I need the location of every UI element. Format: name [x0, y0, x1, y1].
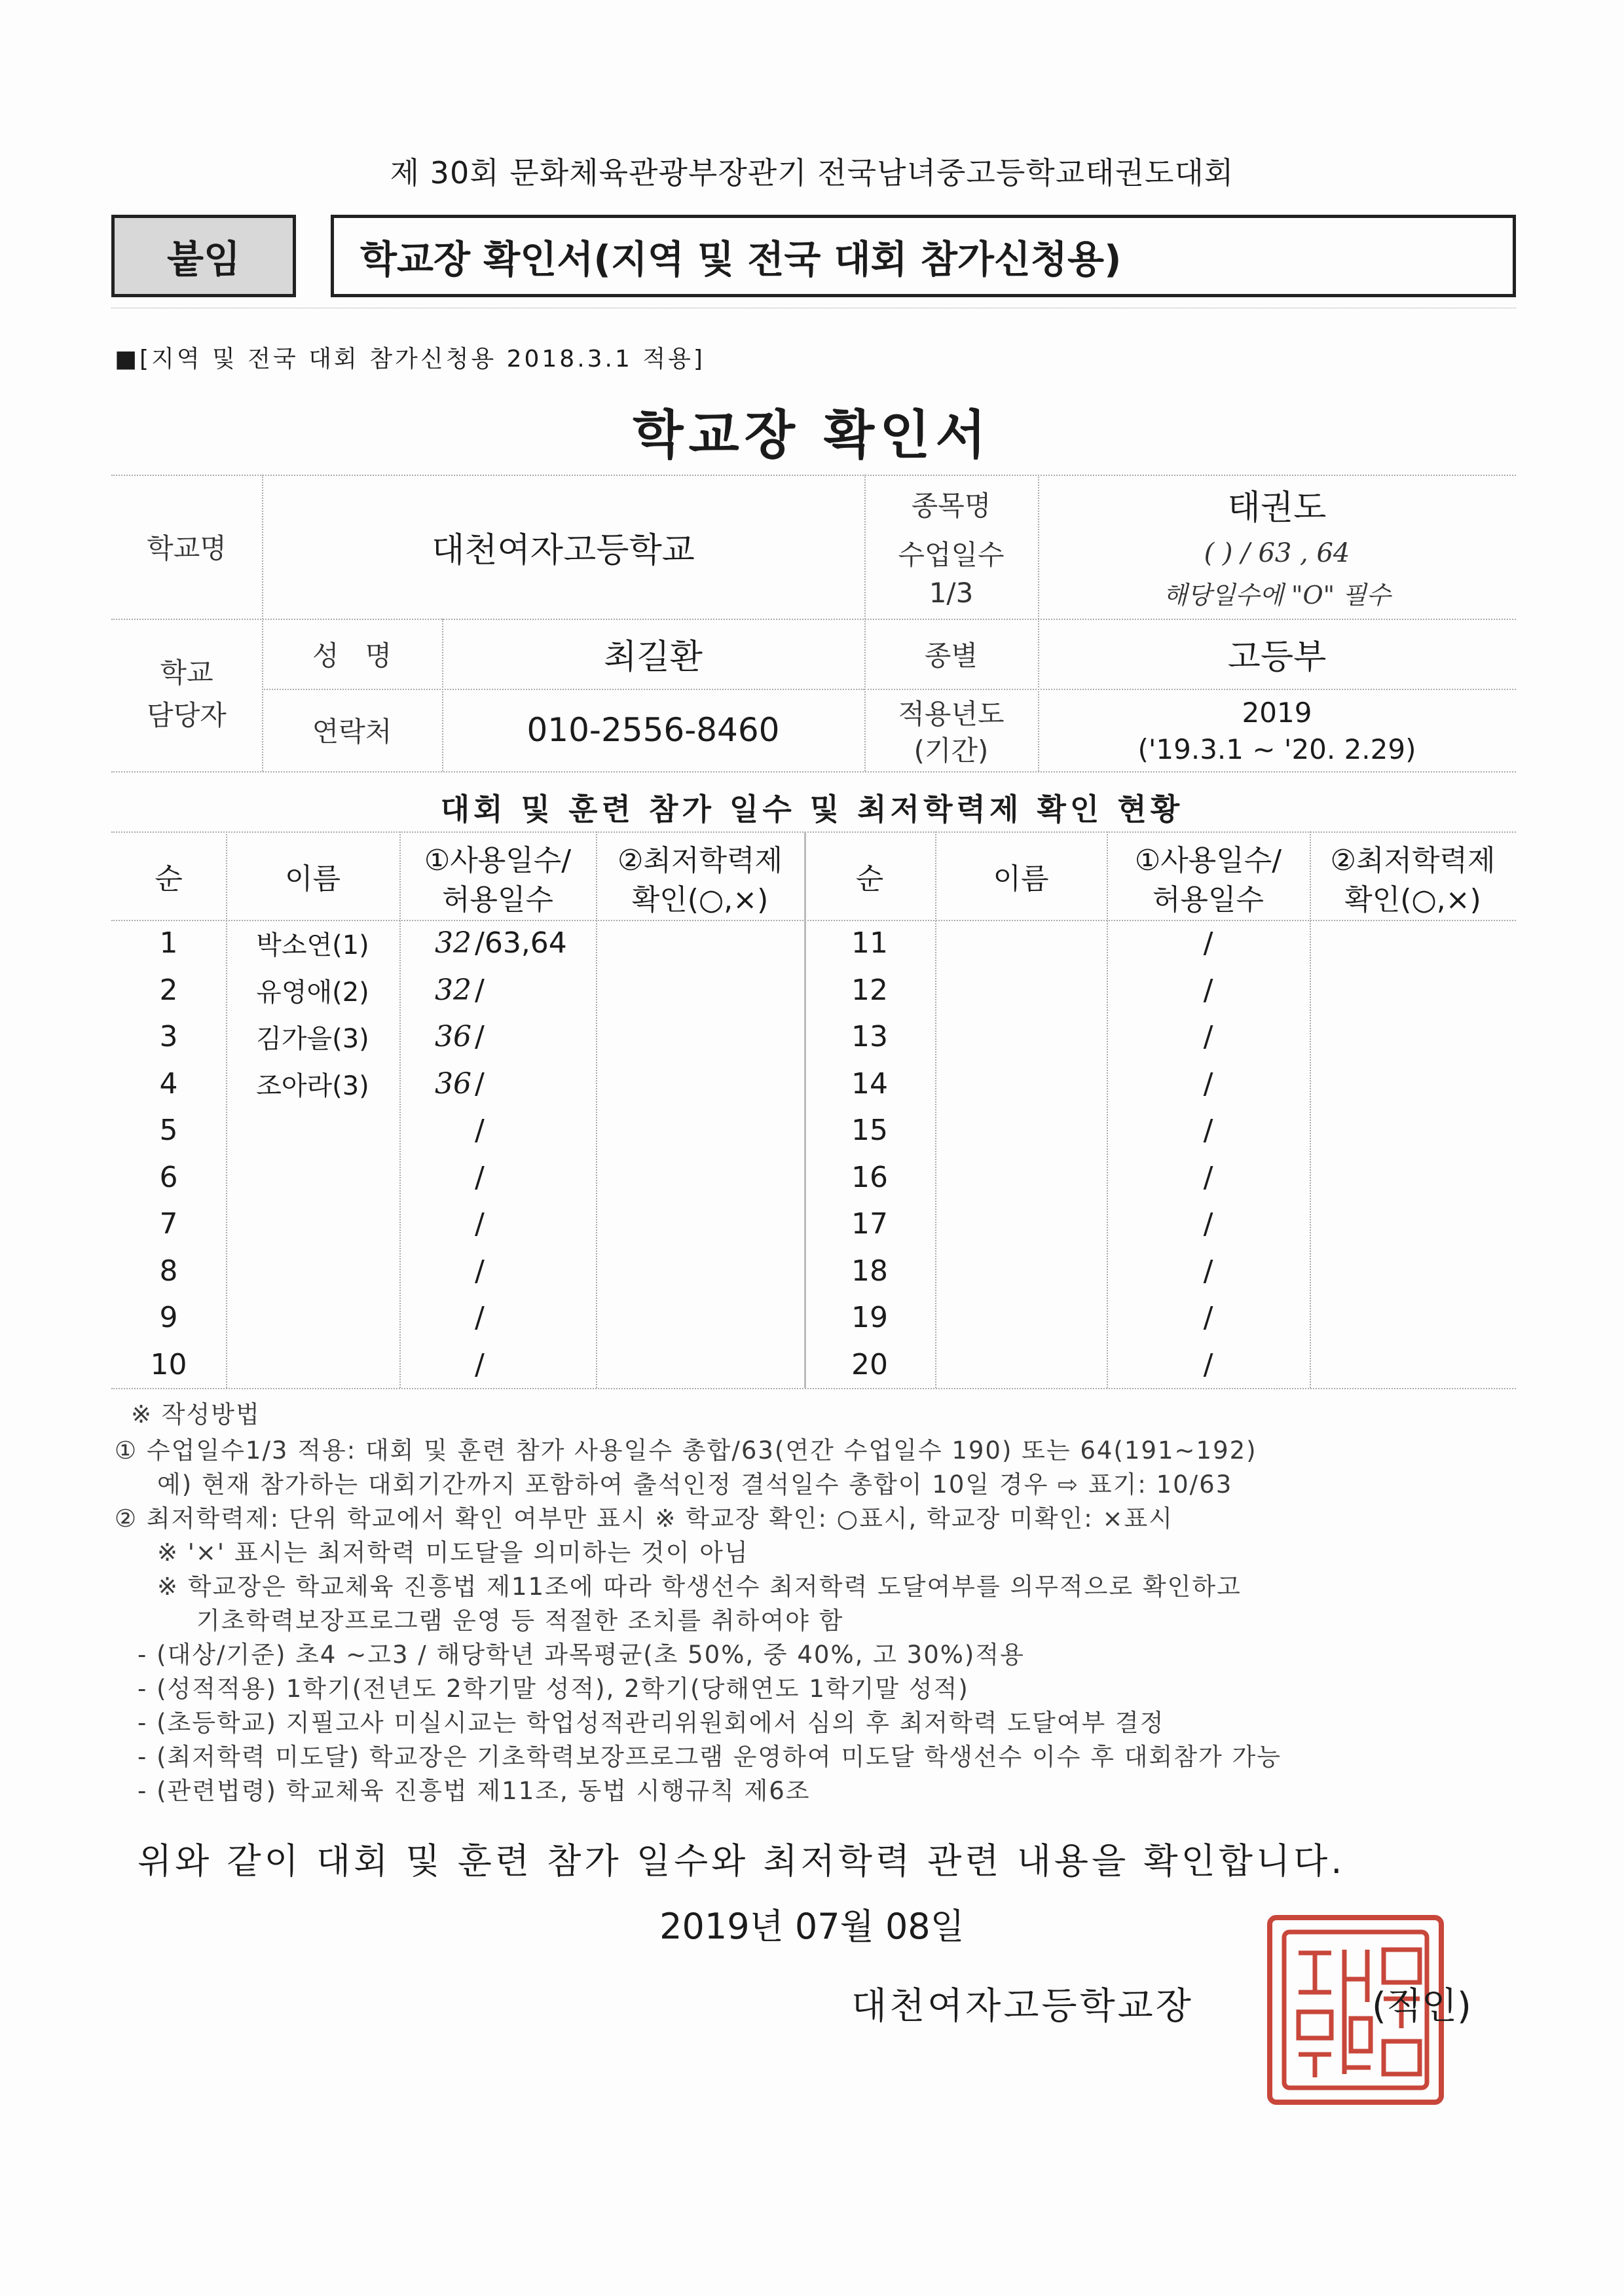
row-no: 13 — [851, 1020, 888, 1054]
instruction-line: - (초등학교) 지필고사 미실시교는 학업성적관리위원회에서 심의 후 최저학력 도달여부 결정 — [138, 1709, 1165, 1737]
doc-title: 학교장 확인서 — [633, 405, 991, 465]
date-text: 2019년 07월 08일 — [659, 1906, 965, 1947]
instruction-line: ※ 작성방법 — [131, 1400, 261, 1429]
min-achievement-check — [1310, 1248, 1516, 1295]
row-no: 10 — [150, 1347, 187, 1381]
division-label: 종별 — [924, 639, 978, 672]
header-name: 이름 — [284, 862, 341, 896]
allowed-days: / — [1203, 1066, 1213, 1101]
used-days — [399, 1154, 471, 1201]
header-min-2: 확인(○,×) — [631, 883, 769, 917]
allowed-days: / — [1203, 926, 1213, 960]
confirm-text: 위와 같이 대회 및 훈련 참가 일수와 최저학력 관련 내용을 확인합니다. — [138, 1840, 1346, 1882]
header-min-right: ②최저학력제 — [1330, 844, 1496, 877]
year-label: 적용년도 — [898, 698, 1005, 730]
contact-label-2: 담당자 — [147, 699, 227, 731]
name-label: 성 명 — [312, 639, 392, 672]
instruction-line: - (관련법령) 학교체육 진흥법 제11조, 동법 시행규칙 제6조 — [138, 1777, 811, 1805]
student-name — [935, 920, 1107, 967]
used-days: 36 — [435, 1020, 471, 1054]
contact-label: 학교 — [160, 657, 213, 689]
min-achievement-check — [596, 920, 804, 967]
class-days-label: 수업일수 — [898, 539, 1005, 571]
used-days: 32 — [435, 926, 471, 960]
used-days — [399, 1201, 471, 1248]
event-title: 제 30회 문화체육관광부장관기 전국남녀중고등학교태권도대회 — [390, 155, 1234, 191]
event-label: 종목명 — [911, 490, 991, 522]
student-name — [935, 1341, 1107, 1389]
row-no: 5 — [159, 1114, 178, 1148]
min-achievement-check — [596, 1061, 804, 1108]
student-name — [935, 1061, 1107, 1108]
row-no: 11 — [851, 926, 888, 960]
student-name — [226, 1154, 399, 1201]
used-days — [399, 1294, 471, 1341]
student-name — [935, 1107, 1107, 1154]
attachment-label: 붙임 — [111, 215, 296, 297]
row-no: 6 — [159, 1160, 178, 1194]
allowed-days: / — [475, 1207, 485, 1241]
min-achievement-check — [596, 1341, 804, 1389]
section-title: 대회 및 훈련 참가 일수 및 최저학력제 확인 현황 — [440, 792, 1184, 827]
instruction-line: - (성적적용) 1학기(전년도 2학기말 성적), 2학기(당해연도 1학기말 성적) — [138, 1675, 969, 1703]
used-days: 36 — [435, 1066, 471, 1101]
year-value: 2019 — [1242, 696, 1312, 729]
student-name: 김가을(3) — [256, 1024, 369, 1055]
used-days — [399, 1248, 471, 1295]
grid-line — [111, 1388, 1516, 1389]
min-achievement-check — [596, 1248, 804, 1295]
min-achievement-check — [1310, 967, 1516, 1014]
grid-line — [111, 771, 1516, 773]
min-achievement-check — [1310, 1013, 1516, 1061]
student-name: 유영애(2) — [256, 977, 369, 1008]
class-days-fraction: 1/3 — [929, 576, 974, 609]
row-no: 2 — [159, 973, 178, 1007]
row-no: 17 — [851, 1207, 888, 1241]
student-name — [226, 1294, 399, 1341]
phone-label: 연락처 — [312, 716, 392, 748]
allowed-days: / — [1203, 1114, 1213, 1148]
grid-line — [864, 689, 1516, 690]
name-value: 최길환 — [604, 638, 703, 677]
min-achievement-check — [1310, 1294, 1516, 1341]
min-achievement-check — [1310, 920, 1516, 967]
box-title: 학교장 확인서(지역 및 전국 대회 참가신청용) — [331, 215, 1516, 297]
allowed-days: / — [1203, 1301, 1213, 1335]
student-name — [226, 1201, 399, 1248]
header-min-right-2: 확인(○,×) — [1344, 883, 1481, 917]
row-no: 8 — [159, 1254, 178, 1288]
used-days — [399, 1107, 471, 1154]
allowed-days: / — [1203, 1160, 1213, 1194]
row-no: 14 — [851, 1066, 888, 1101]
row-no: 12 — [851, 973, 888, 1007]
student-name — [935, 1294, 1107, 1341]
allowed-days: / — [475, 1114, 485, 1148]
header-min: ②최저학력제 — [618, 844, 783, 877]
row-no: 1 — [159, 926, 178, 960]
used-days: 32 — [435, 973, 471, 1007]
used-days — [399, 1341, 471, 1389]
student-name: 조아라(3) — [256, 1070, 369, 1101]
header-no-right: 순 — [855, 862, 884, 896]
allowed-days: / — [1203, 1020, 1213, 1054]
allowed-days: / — [475, 1347, 485, 1381]
min-achievement-check — [596, 1154, 804, 1201]
allowed-days: / — [475, 973, 485, 1007]
student-name — [935, 1154, 1107, 1201]
header-days-right-2: 허용일수 — [1152, 883, 1264, 917]
min-achievement-check — [596, 967, 804, 1014]
instruction-line: ① 수업일수1/3 적용: 대회 및 훈련 참가 사용일수 총합/63(연간 수업일수 190) 또는 64(191~192) — [115, 1436, 1257, 1465]
student-name: 박소연(1) — [256, 930, 369, 961]
seal-note: (직인) — [1372, 1985, 1471, 2028]
row-no: 7 — [159, 1207, 178, 1241]
allowed-days: / — [475, 1160, 485, 1194]
student-name — [935, 1248, 1107, 1295]
principal-name: 대천여자고등학교장 — [851, 1985, 1194, 2028]
instruction-line: - (대상/기준) 초4 ~고3 / 해당학년 과목평균(초 50%, 중 40%, 고 30%)적용 — [138, 1641, 1025, 1669]
student-name — [226, 1248, 399, 1295]
class-days-value: ( ) / 63 , 64 — [1204, 538, 1350, 568]
allowed-days: / — [1203, 1347, 1213, 1381]
min-achievement-check — [596, 1013, 804, 1061]
division-value: 고등부 — [1227, 638, 1327, 677]
row-no: 9 — [159, 1301, 178, 1335]
header-days-2: 허용일수 — [441, 883, 553, 917]
student-name — [935, 1013, 1107, 1061]
row-no: 16 — [851, 1160, 888, 1194]
allowed-days: / — [475, 1254, 485, 1288]
row-no: 18 — [851, 1254, 888, 1288]
row-no: 4 — [159, 1066, 178, 1101]
student-name — [935, 967, 1107, 1014]
min-achievement-check — [596, 1107, 804, 1154]
header-no: 순 — [155, 862, 183, 896]
event-value: 태권도 — [1227, 488, 1327, 528]
instruction-line: ※ 학교장은 학교체육 진흥법 제11조에 따라 학생선수 최저학력 도달여부를 의무적으로 확인하고 — [157, 1573, 1242, 1601]
min-achievement-check — [1310, 1061, 1516, 1108]
allowed-days: / — [1203, 1254, 1213, 1288]
instruction-line: ② 최저학력제: 단위 학교에서 확인 여부만 표시 ※ 학교장 확인: ○표시, 학교장 미확인: ×표시 — [115, 1504, 1173, 1533]
allowed-days: / — [1203, 973, 1213, 1007]
school-label: 학교명 — [147, 532, 227, 564]
min-achievement-check — [1310, 1341, 1516, 1389]
instruction-line: 기초학력보장프로그램 운영 등 적절한 조치를 취하여야 함 — [196, 1607, 844, 1635]
min-achievement-check — [1310, 1154, 1516, 1201]
student-name — [226, 1107, 399, 1154]
min-achievement-check — [596, 1201, 804, 1248]
allowed-days: / — [1203, 1207, 1213, 1241]
min-achievement-check — [1310, 1201, 1516, 1248]
period-label: (기간) — [913, 735, 989, 767]
header-name-right: 이름 — [993, 862, 1049, 896]
row-no: 20 — [851, 1347, 888, 1381]
allowed-days: / — [475, 1020, 485, 1054]
row-no: 15 — [851, 1114, 888, 1148]
instruction-line: ※ '×' 표시는 최저학력 미도달을 의미하는 것이 아님 — [157, 1539, 749, 1567]
instruction-line: 예) 현재 참가하는 대회기간까지 포함하여 출석인정 결석일수 총합이 10일 경우 ⇨ 표기: 10/63 — [157, 1470, 1233, 1499]
row-no: 3 — [159, 1020, 178, 1054]
header-days: ①사용일수/ — [424, 844, 572, 877]
form-note: ■[지역 및 전국 대회 참가신청용 2018.3.1 적용] — [115, 346, 705, 373]
allowed-days: / — [475, 1301, 485, 1335]
min-achievement-check — [1310, 1107, 1516, 1154]
header-days-right: ①사용일수/ — [1134, 844, 1282, 877]
student-name — [226, 1341, 399, 1389]
allowed-days: / — [475, 1066, 485, 1101]
min-achievement-check — [596, 1294, 804, 1341]
period-value: ('19.3.1 ~ '20. 2.29) — [1137, 733, 1416, 765]
allowed-days: /63,64 — [475, 926, 567, 960]
phone-value: 010-2556-8460 — [526, 711, 780, 749]
school-name: 대천여자고등학교 — [432, 530, 695, 570]
instruction-line: - (최저학력 미도달) 학교장은 기초학력보장프로그램 운영하여 미도달 학생선수 이수 후 대회참가 가능 — [138, 1743, 1282, 1771]
student-name — [935, 1201, 1107, 1248]
row-no: 19 — [851, 1301, 888, 1335]
class-days-note: 해당일수에 "O" 필수 — [1163, 580, 1391, 610]
